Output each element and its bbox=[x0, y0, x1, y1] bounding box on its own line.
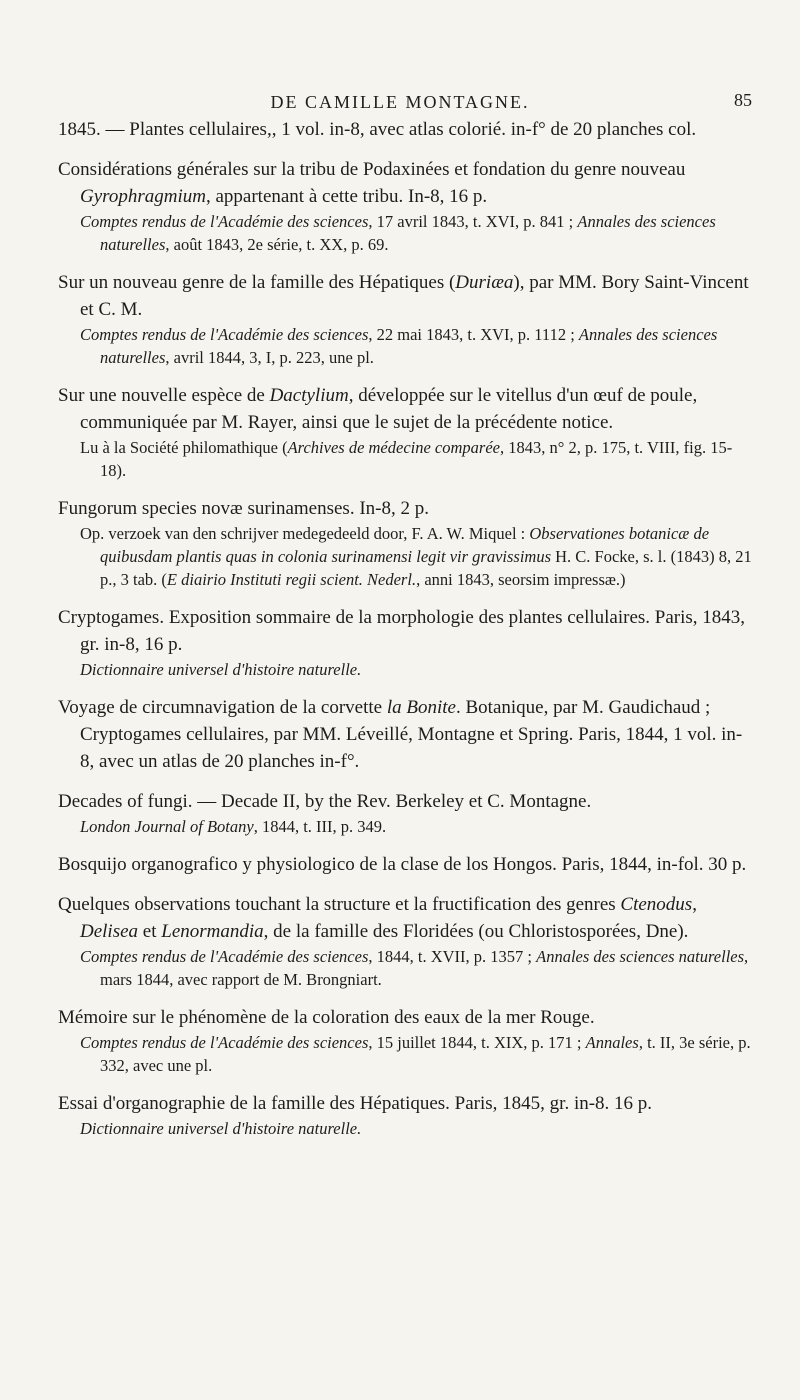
text-run: Sur un nouveau genre de la famille des Hépatiques ( bbox=[58, 272, 456, 293]
text-run: Quelques observations touchant la structure et la fructification des genres bbox=[58, 894, 621, 915]
bibliography-list bbox=[58, 116, 756, 1153]
text-run: Fungorum species novæ surinamenses. In-8, 2 p. bbox=[58, 498, 429, 519]
entry-reference bbox=[58, 1117, 756, 1140]
text-run: , 22 mai 1843, t. XVI, p. 1112 ; bbox=[368, 325, 579, 344]
bibliography-entry bbox=[58, 156, 756, 256]
text-run: Op. verzoek van den schrijver medegedeeld door, F. A. W. Miquel : bbox=[80, 524, 530, 543]
bibliography-entry bbox=[58, 1090, 756, 1140]
text-run: ), par MM. Bory Saint-Vincent et C. M. bbox=[80, 272, 749, 320]
text-run: Mémoire sur le phénomène de la coloration des eaux de la mer Rouge. bbox=[58, 1007, 595, 1028]
entry-title bbox=[58, 269, 756, 323]
italic-text: Annales des sciences naturelles bbox=[100, 212, 716, 254]
page-number: 85 bbox=[734, 90, 752, 110]
text-run: , appartenant à cette tribu. In-8, 16 p. bbox=[205, 186, 488, 207]
italic-text: Lenormandia bbox=[161, 921, 264, 942]
text-run: , t. II, 3e série, p. 332, avec une pl. bbox=[100, 1033, 751, 1075]
text-run: , 1844, t. XVII, p. 1357 ; bbox=[368, 947, 537, 966]
text-run: Lu à la Société philomathique ( bbox=[80, 438, 288, 457]
text-run: , 15 juillet 1844, t. XIX, p. 171 ; bbox=[368, 1033, 586, 1052]
text-run: , 1844, t. III, p. 349. bbox=[253, 817, 387, 836]
entry-reference bbox=[58, 1031, 756, 1077]
entry-title bbox=[58, 891, 756, 945]
italic-text: Ctenodus bbox=[620, 894, 693, 915]
text-run: , 1843, n° 2, p. 175, t. VIII, fig. 15-18). bbox=[100, 438, 733, 480]
entry-reference bbox=[58, 658, 756, 681]
italic-text: London Journal of Botany bbox=[80, 817, 254, 836]
entry-reference bbox=[58, 210, 756, 256]
bibliography-entry bbox=[58, 1004, 756, 1077]
entry-reference bbox=[58, 945, 756, 991]
italic-text: Gyrophragmium bbox=[80, 186, 206, 207]
entry-reference bbox=[58, 436, 756, 482]
text-run: Considérations générales sur la tribu de Podaxinées et fondation du genre nouveau bbox=[58, 159, 686, 180]
entry-title bbox=[58, 1004, 756, 1031]
running-head: DE CAMILLE MONTAGNE. bbox=[270, 92, 530, 112]
text-run: Bosquijo organografico y physiologico de la clase de los Hongos. Paris, 1844, in-fol. 30 p. bbox=[58, 854, 747, 875]
text-run: , 17 avril 1843, t. XVI, p. 841 ; bbox=[368, 212, 578, 231]
entry-title bbox=[58, 116, 756, 143]
italic-text: Dactylium bbox=[269, 385, 349, 406]
entry-title bbox=[58, 788, 756, 815]
text-run: Sur une nouvelle espèce de bbox=[58, 385, 270, 406]
text-run: . Botanique, par M. Gaudichaud ; Cryptogames cellulaires, par MM. Léveillé, Montagne et Spring. Paris, 1844, 1 vol. in-8, avec un atlas de 20 planches in-f°. bbox=[80, 697, 743, 772]
text-run: , bbox=[692, 894, 697, 915]
italic-text: la Bonite bbox=[386, 697, 456, 718]
bibliography-entry bbox=[58, 891, 756, 991]
text-run: , mars 1844, avec rapport de M. Brongniart. bbox=[100, 947, 749, 989]
italic-text: Comptes rendus de l'Académie des sciences bbox=[80, 212, 369, 231]
text-run: , anni 1843, seorsim impressæ.) bbox=[416, 570, 626, 589]
entry-title bbox=[58, 694, 756, 775]
bibliography-entry bbox=[58, 382, 756, 482]
text-run: Essai d'organographie de la famille des Hépatiques. Paris, 1845, gr. in-8. 16 p. bbox=[58, 1093, 653, 1114]
italic-text: Annales des sciences naturelles bbox=[536, 947, 745, 966]
entry-title bbox=[58, 851, 756, 878]
entry-reference bbox=[58, 815, 756, 838]
text-run: , développée sur le vitellus d'un œuf de poule, communiquée par M. Rayer, ainsi que le sujet de la précédente notice. bbox=[80, 385, 698, 433]
italic-text: Comptes rendus de l'Académie des sciences bbox=[80, 325, 369, 344]
text-run: 1845. — Plantes cellulaires,, 1 vol. in-8, avec atlas colorié. in-f° de 20 planches col. bbox=[58, 119, 697, 140]
italic-text: Comptes rendus de l'Académie des sciences bbox=[80, 1033, 369, 1052]
italic-text: Annales bbox=[585, 1033, 639, 1052]
entry-title bbox=[58, 382, 756, 436]
italic-text: Observationes botanicæ de quibusdam plantis quas in colonia surinamensi legit vir gravissimus bbox=[100, 524, 710, 566]
entry-title bbox=[58, 604, 756, 658]
italic-text: Annales des sciences naturelles bbox=[100, 325, 718, 367]
bibliography-entry bbox=[58, 269, 756, 369]
italic-text: Duriæa bbox=[455, 272, 514, 293]
italic-text: Comptes rendus de l'Académie des sciences bbox=[80, 947, 369, 966]
italic-text: Delisea bbox=[80, 921, 139, 942]
text-run: , août 1843, 2e série, t. XX, p. 69. bbox=[165, 235, 389, 254]
italic-text: E diairio Instituti regii scient. Nederl. bbox=[166, 570, 417, 589]
text-run: et bbox=[138, 921, 162, 942]
entry-reference bbox=[58, 323, 756, 369]
italic-text: Dictionnaire universel d'histoire naturelle. bbox=[80, 1119, 362, 1138]
bibliography-entry bbox=[58, 851, 756, 878]
bibliography-entry bbox=[58, 116, 756, 143]
entry-title bbox=[58, 156, 756, 210]
bibliography-entry bbox=[58, 788, 756, 838]
text-run: , de la famille des Floridées (ou Chloristosporées, Dne). bbox=[263, 921, 689, 942]
italic-text: Dictionnaire universel d'histoire naturelle. bbox=[80, 660, 362, 679]
text-run: Decades of fungi. — Decade II, by the Rev. Berkeley et C. Montagne. bbox=[58, 791, 592, 812]
entry-title bbox=[58, 495, 756, 522]
italic-text: Archives de médecine comparée bbox=[287, 438, 500, 457]
text-run: H. C. Focke, s. l. (1843) 8, 21 p., 3 tab. ( bbox=[100, 547, 752, 589]
bibliography-entry bbox=[58, 604, 756, 681]
bibliography-entry bbox=[58, 694, 756, 775]
entry-title bbox=[58, 1090, 756, 1117]
text-run: , avril 1844, 3, I, p. 223, une pl. bbox=[165, 348, 374, 367]
bibliography-entry bbox=[58, 495, 756, 591]
text-run: Cryptogames. Exposition sommaire de la morphologie des plantes cellulaires. Paris, 1843, gr. in-8, 16 p. bbox=[58, 607, 746, 655]
entry-reference bbox=[58, 522, 756, 591]
text-run: Voyage de circumnavigation de la corvette bbox=[58, 697, 387, 718]
